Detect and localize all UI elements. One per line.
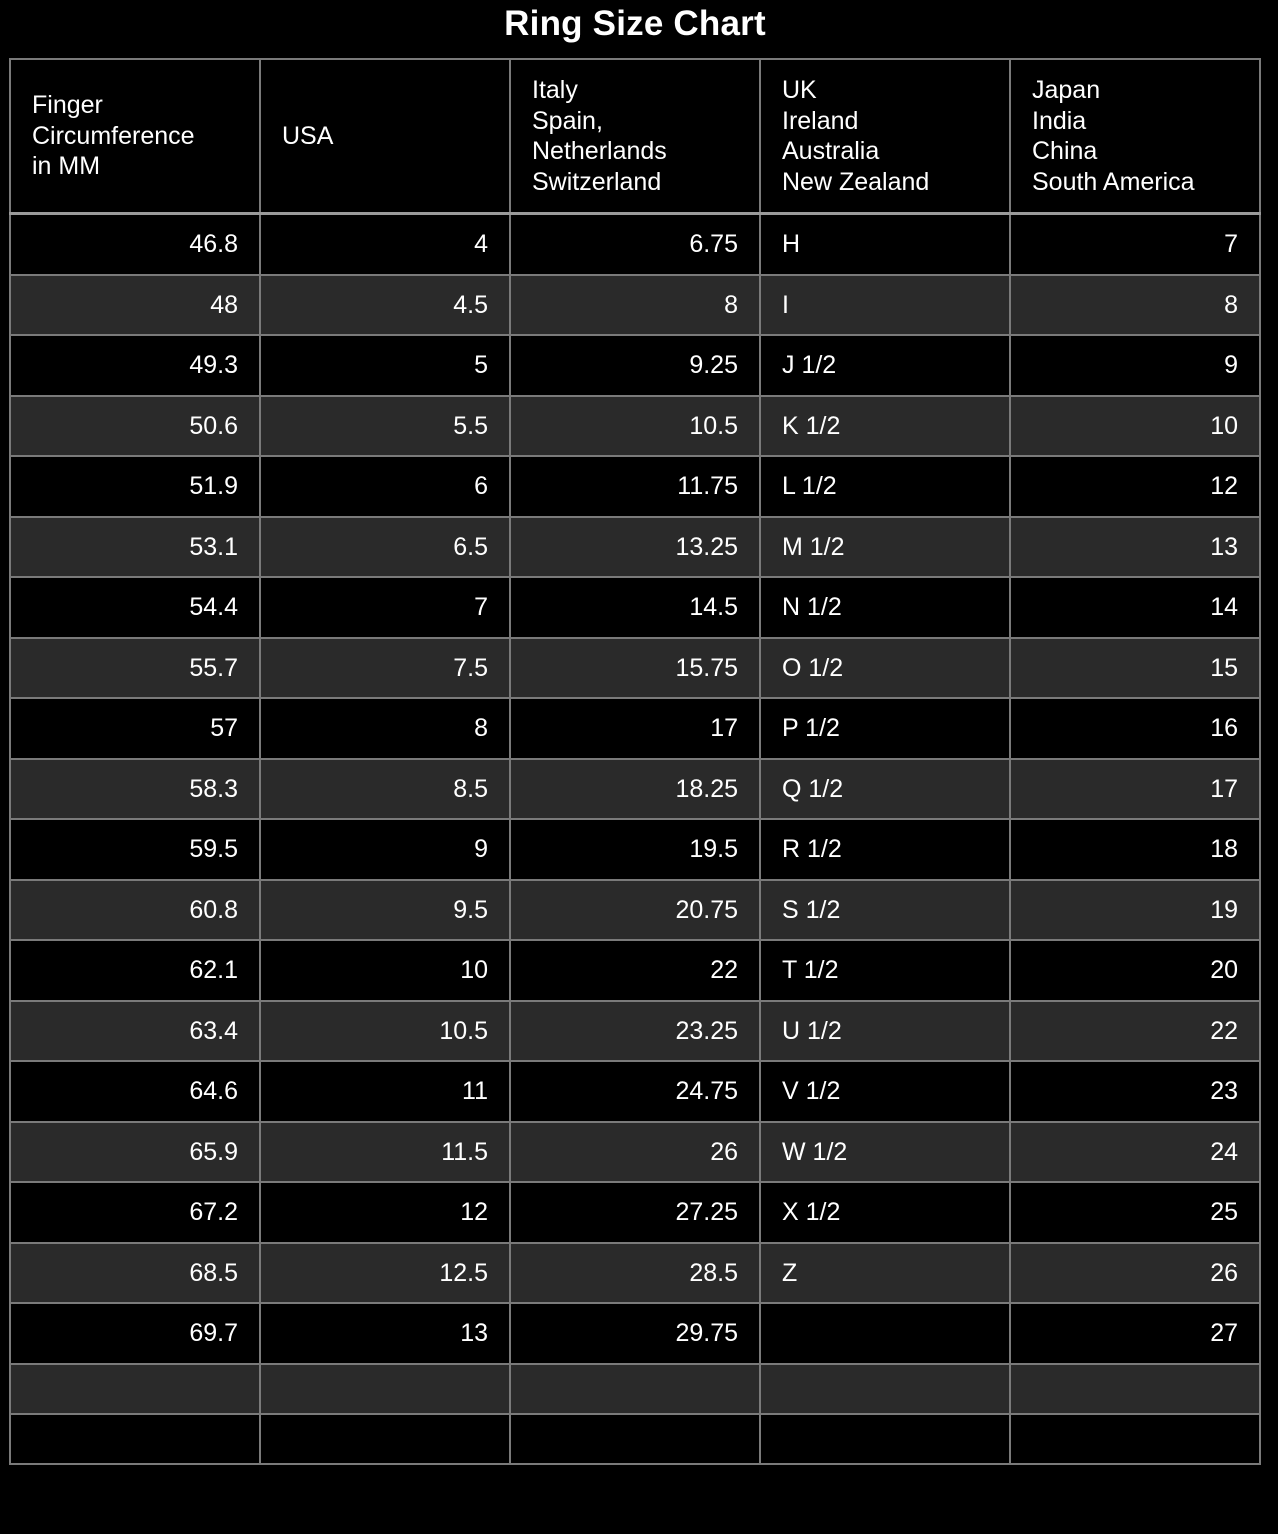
column-header-line: UK (782, 76, 817, 104)
table-row (10, 1001, 1260, 1062)
column-header-japan (1010, 59, 1260, 214)
cell-japan: 26 (1010, 1243, 1260, 1304)
cell-mm: 65.9 (10, 1122, 260, 1183)
cell-japan: 22 (1010, 1001, 1260, 1062)
column-header-line: Finger (32, 91, 103, 120)
cell-uk (760, 1364, 1010, 1414)
table-row (10, 1364, 1260, 1414)
column-header-line: Ireland (782, 106, 859, 135)
cell-italy: 13.25 (510, 517, 760, 578)
header-row (10, 59, 1260, 214)
table-row (10, 214, 1260, 275)
cell-italy: 11.75 (510, 456, 760, 517)
cell-uk: T 1/2 (760, 940, 1010, 1001)
table-row (10, 456, 1260, 517)
cell-uk: N 1/2 (760, 577, 1010, 638)
cell-usa: 8 (260, 698, 510, 759)
cell-uk: S 1/2 (760, 880, 1010, 941)
table-row (10, 1243, 1260, 1304)
table-row (10, 698, 1260, 759)
cell-mm: 58.3 (10, 759, 260, 820)
cell-italy: 9.25 (510, 335, 760, 396)
cell-uk: H (760, 214, 1010, 275)
cell-uk: U 1/2 (760, 1001, 1010, 1062)
cell-usa: 12 (260, 1182, 510, 1243)
column-header-line: Japan (1032, 76, 1101, 104)
table-row (10, 1182, 1260, 1243)
cell-usa (260, 1414, 510, 1464)
cell-uk: K 1/2 (760, 396, 1010, 457)
cell-japan: 14 (1010, 577, 1260, 638)
cell-uk: L 1/2 (760, 456, 1010, 517)
cell-mm: 49.3 (10, 335, 260, 396)
cell-usa: 7.5 (260, 638, 510, 699)
cell-japan: 20 (1010, 940, 1260, 1001)
cell-japan: 13 (1010, 517, 1260, 578)
cell-usa: 8.5 (260, 759, 510, 820)
table-row (10, 940, 1260, 1001)
table-row (10, 1303, 1260, 1364)
table-row (10, 396, 1260, 457)
cell-uk (760, 1303, 1010, 1364)
cell-japan: 23 (1010, 1061, 1260, 1122)
cell-italy: 15.75 (510, 638, 760, 699)
cell-mm: 67.2 (10, 1182, 260, 1243)
table-row (10, 880, 1260, 941)
column-header-line: India (1032, 106, 1087, 135)
table-row (10, 1122, 1260, 1183)
column-header-line: Australia (782, 137, 880, 165)
chart-title: Ring Size Chart (504, 4, 766, 43)
cell-japan: 24 (1010, 1122, 1260, 1183)
table-row (10, 638, 1260, 699)
table-row (10, 275, 1260, 336)
column-header-line: New Zealand (782, 167, 930, 196)
cell-uk: X 1/2 (760, 1182, 1010, 1243)
cell-mm: 53.1 (10, 517, 260, 578)
cell-usa: 9.5 (260, 880, 510, 941)
table-row (10, 517, 1260, 578)
cell-mm (10, 1364, 260, 1414)
cell-usa (260, 1364, 510, 1414)
cell-japan (1010, 1414, 1260, 1464)
cell-usa: 4.5 (260, 275, 510, 336)
column-header-line: Switzerland (532, 167, 662, 196)
cell-italy: 23.25 (510, 1001, 760, 1062)
cell-uk: R 1/2 (760, 819, 1010, 880)
cell-italy: 14.5 (510, 577, 760, 638)
cell-usa: 10.5 (260, 1001, 510, 1062)
cell-italy: 28.5 (510, 1243, 760, 1304)
cell-japan: 27 (1010, 1303, 1260, 1364)
cell-usa: 9 (260, 819, 510, 880)
cell-usa: 11 (260, 1061, 510, 1122)
cell-mm: 54.4 (10, 577, 260, 638)
cell-uk: J 1/2 (760, 335, 1010, 396)
table-header (10, 59, 1260, 214)
cell-mm (10, 1414, 260, 1464)
cell-usa: 11.5 (260, 1122, 510, 1183)
cell-mm: 46.8 (10, 214, 260, 275)
cell-uk: Z (760, 1243, 1010, 1304)
column-header-line: Circumference (32, 121, 195, 150)
cell-italy (510, 1414, 760, 1464)
cell-usa: 7 (260, 577, 510, 638)
cell-uk: V 1/2 (760, 1061, 1010, 1122)
cell-mm: 51.9 (10, 456, 260, 517)
cell-usa: 4 (260, 214, 510, 275)
column-header-line: Spain, (532, 106, 603, 135)
column-header-line: in MM (32, 152, 101, 181)
table-row (10, 759, 1260, 820)
cell-uk: M 1/2 (760, 517, 1010, 578)
cell-mm: 60.8 (10, 880, 260, 941)
column-header-line: Italy (532, 76, 578, 104)
cell-mm: 59.5 (10, 819, 260, 880)
column-header-uk (760, 59, 1010, 214)
cell-italy: 22 (510, 940, 760, 1001)
cell-usa: 5 (260, 335, 510, 396)
table-row (10, 819, 1260, 880)
cell-mm: 63.4 (10, 1001, 260, 1062)
column-header-line: China (1032, 137, 1098, 165)
cell-mm: 62.1 (10, 940, 260, 1001)
table-row (10, 1414, 1260, 1464)
cell-usa: 5.5 (260, 396, 510, 457)
cell-uk: P 1/2 (760, 698, 1010, 759)
cell-italy: 27.25 (510, 1182, 760, 1243)
cell-usa: 6.5 (260, 517, 510, 578)
cell-italy: 17 (510, 698, 760, 759)
cell-mm: 55.7 (10, 638, 260, 699)
cell-japan: 9 (1010, 335, 1260, 396)
cell-italy: 29.75 (510, 1303, 760, 1364)
column-header-line: USA (282, 121, 334, 150)
cell-japan: 18 (1010, 819, 1260, 880)
cell-italy: 8 (510, 275, 760, 336)
cell-mm: 48 (10, 275, 260, 336)
cell-japan: 10 (1010, 396, 1260, 457)
cell-mm: 68.5 (10, 1243, 260, 1304)
cell-mm: 64.6 (10, 1061, 260, 1122)
cell-japan (1010, 1364, 1260, 1414)
cell-japan: 16 (1010, 698, 1260, 759)
cell-italy: 24.75 (510, 1061, 760, 1122)
cell-mm: 57 (10, 698, 260, 759)
column-header-usa (260, 59, 510, 214)
ring-size-table (9, 58, 1261, 1465)
table-row (10, 577, 1260, 638)
cell-uk: Q 1/2 (760, 759, 1010, 820)
cell-italy (510, 1364, 760, 1414)
cell-japan: 7 (1010, 214, 1260, 275)
cell-italy: 10.5 (510, 396, 760, 457)
cell-japan: 19 (1010, 880, 1260, 941)
cell-mm: 69.7 (10, 1303, 260, 1364)
cell-uk: O 1/2 (760, 638, 1010, 699)
cell-uk: W 1/2 (760, 1122, 1010, 1183)
cell-usa: 6 (260, 456, 510, 517)
cell-uk (760, 1414, 1010, 1464)
column-header-line: South America (1032, 167, 1195, 196)
table-row (10, 1061, 1260, 1122)
cell-usa: 12.5 (260, 1243, 510, 1304)
cell-japan: 15 (1010, 638, 1260, 699)
cell-italy: 26 (510, 1122, 760, 1183)
cell-japan: 8 (1010, 275, 1260, 336)
cell-italy: 20.75 (510, 880, 760, 941)
cell-uk: I (760, 275, 1010, 336)
cell-mm: 50.6 (10, 396, 260, 457)
cell-usa: 10 (260, 940, 510, 1001)
column-header-mm (10, 59, 260, 214)
cell-italy: 19.5 (510, 819, 760, 880)
column-header-line: Netherlands (532, 137, 667, 165)
cell-japan: 17 (1010, 759, 1260, 820)
cell-japan: 12 (1010, 456, 1260, 517)
table-body (10, 214, 1260, 1464)
column-header-italy (510, 59, 760, 214)
cell-usa: 13 (260, 1303, 510, 1364)
cell-italy: 6.75 (510, 214, 760, 275)
cell-italy: 18.25 (510, 759, 760, 820)
table-row (10, 335, 1260, 396)
cell-japan: 25 (1010, 1182, 1260, 1243)
